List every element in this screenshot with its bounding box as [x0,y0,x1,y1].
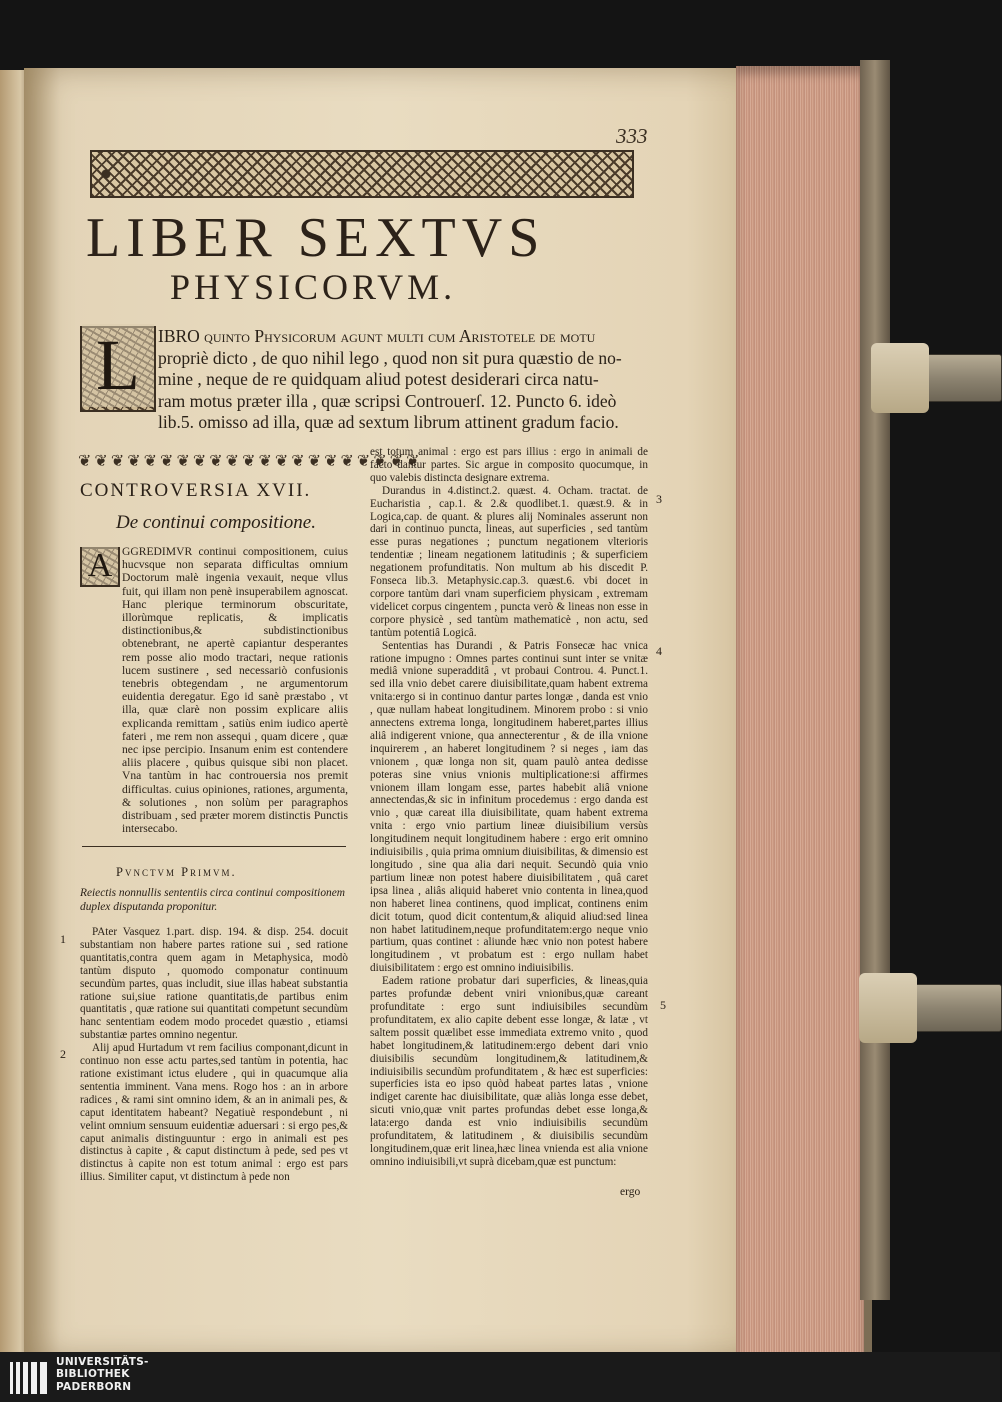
margin-number: 2 [60,1047,66,1061]
section-rule [82,846,346,847]
margin-number: 1 [60,932,66,946]
paragraph: est totum animal : ergo est pars illius : ergo in animali de facto dantur partes. Sic argue in composito quocumque, in quo valebis distincta designare extrema. [370,446,648,484]
book-cover-board [860,60,890,1300]
right-column [370,446,648,1169]
header-ornament [90,150,634,198]
intro-line: IBRO quinto Physicorum agunt multi cum Aristotele de motu [158,326,596,346]
intro-line: ram motus præter illa , quæ scripsi Controuerſ. 12. Puncto 6. ideò [158,390,617,411]
section-drop-cap: A [80,547,120,587]
intro-line: propriè dicto , de quo nihil lego , quod non sit pura quæstio de no- [158,347,622,368]
paragraph: PAter Vasquez 1.part. disp. 194. & disp. 254. docuit substantiam non habere partes ratione sui , sed ratione quantitatis,contra quem agam in Metaphysica, modò tantùm disputo , quomodo componatur continuum secundùm partes, quas includit, siue illas habeat substantia ratione sui,siue ratione quantitatis,de partibus enim quantitatis , quæ ratione sui quantitati competunt secundùm hanc sententiam eodem modo procedet quæstio , etiamsi substantiæ partes omnino negentur. [80,926,348,1042]
intro-paragraph [158,326,650,434]
page-block-edge [736,66,872,1362]
paragraph: Sententias has Durandi , & Patris Fonsecæ hac vnica ratione impugno : Omnes partes continui sunt inter se vnitæ mediâ vnione superadditâ , vt probaui Controu. 4. Punct.1. sed illa vnio debet carere diuisibilitate,quam habent extrema vnita:ergo si in continuo dantur partes longæ , danda est vnio , quæ nullam habeat longitudinem. Minorem probo : si vnio annectens extrema longa, longitudinem haberet,partes illius aliâ indigerent vnione, qua annecterentur , & de illa vnione inquirerem , an haberet longitudinem ? si neges , iam das vnionem , quæ longa non sit, quam paulò antea dedisse poteras sine vnius vnionis multiplicatione:si affirmes vnionem illam longam esse, partes habebit aliâ vnione annectendas,& sic in infinitum procedemus : ergo danda est vnio , quæ careat illa diuisibilitate, quam habent extrema vnita : ergo vnio partium lineæ diuisibilium versùs longitudinem nequit longitudinem habere : ergo erit omnino indiuisibilis , quia prima omnium diuisibilitas, & dimensio est longitudo , sine qua alia dari nequit. Secundò quia vnio partium lineæ non potest habere diuisibilitatem , quâ caret ipsa linea , aliâs aliquid haberet vnio contenta in linea,quod non haberet linea continens, quod implicat, continens enim dicit totum, quod dicit contentum,& aliquid aliud:sed linea non habet latitudinem,neque profunditatem:ergo neque vnio partium, quas continet : aliunde hæc vnio non potest habere longitudinem , vt probatum est : ergo nullam habet diuisibilitatem : ergo est omnino indiuisibilis. [370,639,648,975]
book-subtitle: PHYSICORVM. [170,267,457,307]
intro-line: lib.5. omisso ad illa, quæ ad sextum librum attinent gradum facio. [158,412,619,433]
book-title: LIBER SEXTVS [86,207,546,269]
margin-number: 3 [656,492,662,506]
controversia-subtitle: De continui compositione. [116,512,316,533]
intro-drop-cap: L [80,326,156,412]
catchword: ergo [620,1186,641,1198]
page-number: 333 [616,124,648,148]
punctum-subtitle: Reiectis nonnullis sententiis circa continui compositionem duplex disputanda proponitur. [80,887,345,913]
library-logo-icon [10,1362,48,1394]
margin-number: 4 [656,644,662,658]
upper-clasp [878,354,1002,402]
paragraph: Alij apud Hurtadum vt rem facilius componant,dicunt in continuo non esse actu partes,sed tantùm in potentia, hac ratione existimant ictus eludere , qui in quacumque alia sententia imminent. Vana mens. Rogo hos : an in arbore radices , & rami sint omnino idem, & an in animali pes, & caput identitatem habeant? Negatiuè respondebunt , ni velint omnium sensuum euidentiæ aduersari : si ergo pes,& caput animalis distinguuntur : ergo in animali est pes distinctus à capite , & caput distinctum à pede, sed pes vt distinctus à capite non est totum animal : ergo est pars illius. Similiter caput, vt distinctum à pede non [80,1042,348,1184]
paragraph: Eadem ratione probatur dari superficies, & lineas,quia partes profundæ debent vniri vnionibus,quæ careant profunditate : ergo sunt indiuisibiles secundùm profunditatem, ex alio capite debent esse longæ, & latæ , vt saltem possit quælibet esse immediata extremo vnito , quod habet longitudinem,& latitudinem:ergo debent dari vnio diuisibilis secundùm longitudinem,& latitudinem,& indiuisibilis secundùm profunditatem , & hæc est superficies: superficies ista eo ipso quòd habeat partes latas , vnione indiget carente hac diuisibilitate, quæ aliàs longa esse debet, sicuti vnio,quæ vnit partes profundas debet esse longa,& lata:ergo danda est vnio indiuisibilis secundùm profunditatem, & latitudinem , & diuisibilis secundùm longitudinem,quæ erit linea,hæc linea vnienda est alia vnione omnino indiuisibili,vt suprà dicebam,quæ est punctum: [370,975,648,1168]
paragraph: Durandus in 4.distinct.2. quæst. 4. Ocham. tractat. de Eucharistia , cap.1. & 2.& quodlibet.1. quæst.9. & in Logica,cap. de quant. & plures alij Nominales asserunt non dari in continuo puncta, lineas, aut superficies , sed tantùm esse puras negationes ; punctum negationem vlterioris tendentiæ ; lineam negationem latitudinis ; & superficiem negationem profunditatis. Non multum ab his discedit P. Fonseca lib.3. Metaphysic.cap.3. quæst.6. vbi docet in corpore tantùm dari vnam superficiem physicam , extremam videlicet corpus cingentem , puncta verò & lineas non esse in corpore physicè , sed tantùm mathematicè , non actu, sed tantùm potentiâ Logicâ. [370,484,648,639]
library-name: UNIVERSITÄTS- BIBLIOTHEK PADERBORN [56,1356,149,1393]
fleuron-border: ❦❦❦❦❦❦❦❦❦❦❦❦❦❦❦❦❦❦❦❦❦ [78,453,423,470]
lower-clasp [866,984,1002,1032]
paragraph: GGREDIMVR continui compositionem, cuius hucvsque non separata difficultas omnium Doctorum malè ingenia vexauit, neque vllus fuit, qui illam non penè insuperabilem agnoscat. Hanc plerique terminorum obscuritate, illorùmque replicatis, & implicatis distinctionibus,& subdistinctionibus obtenebrant, ne apertè capiantur desperantes rem posse alio modo tractari, neque rationis lucem sustinere , sed necessariò confusionis tenebris obtegendam , ne argumentorum euidentia deregatur. Ego id sanè præstabo , vt illa, quæ clarè non possim explicare aliis explicanda remittam , satiùs enim iudico apertè fateri , me rem non assequi , quam dicere , quæ nec ipse percipio. Insanum enim est contendere aliis placere , quibus quisque sibi non placet. Vna tantùm in hac controuersia nos premit difficultas. cuius opiniones, rationes, argumenta, & solutiones , non solùm per paragraphos distribuam , sed præter morem distinctis Punctis intersecabo. [122,545,348,836]
intro-line: mine , neque de re quidquam aliud potest desiderari circa natu- [158,369,599,390]
punctum-heading: Pvnctvm Primvm. [116,865,237,879]
controversia-heading: CONTROVERSIA XVII. [80,480,312,501]
left-column-intro [80,545,348,835]
left-column-body [80,926,348,1184]
margin-number: 5 [660,998,666,1012]
library-footer [0,1352,1000,1402]
